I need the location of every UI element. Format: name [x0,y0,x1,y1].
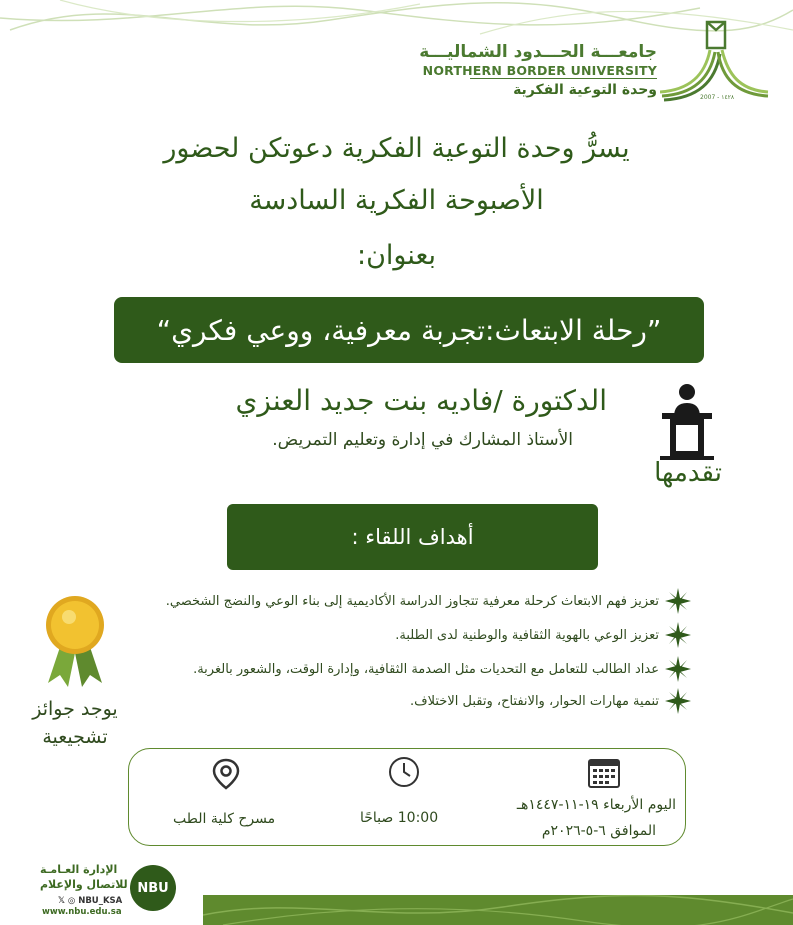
invitation-line-2: الأصبوحة الفكرية السادسة [249,185,544,216]
starburst-icon [665,688,691,714]
event-date-gregorian: الموافق ٦-٥-٢٠٢٦م [541,823,656,839]
presented-by-label: تقدمها [654,458,722,488]
event-location: مسرح كلية الطب [173,811,276,827]
goal-text: تعزيز الوعي بالهوية الثقافية والوطنية لدى الطلبة. [395,627,659,643]
podium-speaker-icon [648,383,726,461]
x-icon: 𝕏 [58,896,65,906]
goals-heading: أهداف اللقاء : [351,525,474,549]
invitation-line-1: يسرُّ وحدة التوعية الفكرية دعوتكن لحضور [163,133,630,164]
prizes-line-2: تشجيعية [42,726,108,748]
university-logo-icon [660,20,770,102]
medal-icon [42,595,108,687]
header-divider [470,78,657,79]
media-dept-line-2: للاتصال والإعلام [40,878,128,891]
unit-name: وحدة التوعية الفكرية [513,82,657,98]
nbu-badge: NBU [130,865,176,911]
clock-icon [388,756,420,788]
band-swirls [203,895,793,925]
goal-item [166,588,691,614]
goal-text: عداد الطالب للتعامل مع التحديات مثل الصدمة الثقافية، وإدارة الوقت، والشعور بالغربة. [193,661,659,677]
invitation-line-3: بعنوان: [356,240,437,271]
goal-text: تنمية مهارات الحوار، والانفتاح، وتقبل الاختلاف. [410,693,659,709]
media-dept-line-1: الإدارة العـامـة [40,863,118,876]
goal-text: تعزيز فهم الابتعاث كرحلة معرفية تتجاوز الدراسة الأكاديمية إلى بناء الوعي والنضج الشخصي. [165,593,659,609]
starburst-icon [665,588,691,614]
speaker-role: الأستاذ المشارك في إدارة وتعليم التمريض. [272,430,573,450]
starburst-icon [665,656,691,682]
event-date-hijri: اليوم الأربعاء ١٩-١١-١٤٤٧هـ [516,797,676,813]
goal-item [395,622,691,648]
website-link[interactable]: www.nbu.edu.sa [42,907,122,917]
logo-years: 2007 - ١٤٢٨ [700,94,735,101]
location-pin-icon [210,758,242,790]
bottom-decoration-band [203,895,793,925]
prizes-line-1: يوجد جوائز [32,698,118,720]
event-title: ”رحلة الابتعاث:تجربة معرفية، ووعي فكري“ [156,313,662,347]
social-handle: 𝕏 ◎ NBU_KSA [58,896,123,906]
goal-item [193,656,691,682]
prizes-note [20,695,130,751]
university-name-en: NORTHERN BORDER UNIVERSITY [422,63,657,78]
starburst-icon [665,622,691,648]
event-time: 10:00 صباحًا [360,810,439,826]
instagram-icon: ◎ [67,896,76,906]
goals-heading-box [227,504,598,570]
calendar-icon [588,757,620,789]
university-name-ar: جامعـــة الحـــدود الشماليـــة [419,42,657,62]
event-title-box [114,297,704,363]
goal-item [410,688,691,714]
speaker-name: الدكتورة /فاديه بنت جديد العنزي [235,384,607,417]
